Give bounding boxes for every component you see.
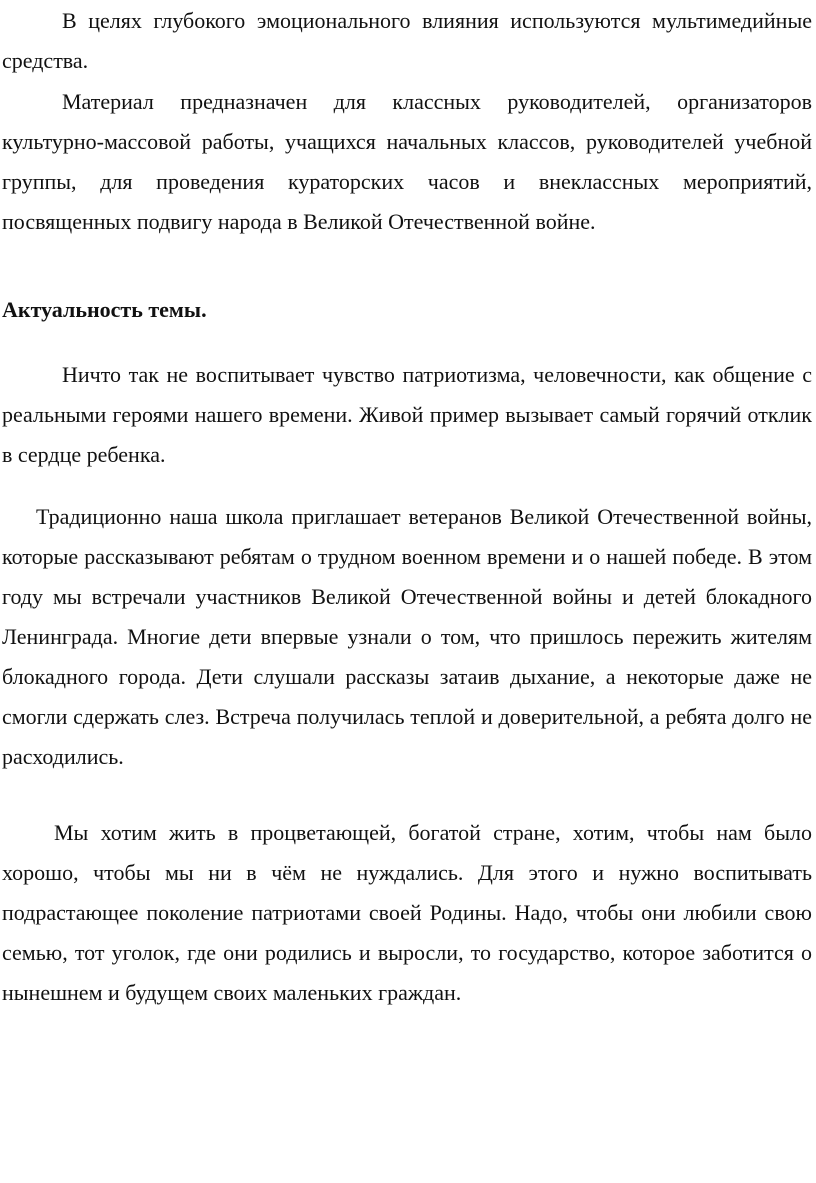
relevance-paragraph-patriotism: Ничто так не воспитывает чувство патриотизма, человечности, как общение с реальными героями нашего времени. Живой пример вызывает самый горячий отклик в сердце ребенка. [2,362,812,467]
relevance-paragraph-veterans: Традиционно наша школа приглашает ветеранов Великой Отечественной войны, которые рассказывают ребятам о трудном военном времени и о нашей победе. В этом году мы встречали участников Великой Отечественной войны и детей блокадного Ленинграда. Многие дети впервые узнали о том, что пришлось пережить жителям блокадного города. Дети слушали рассказы затаив дыхание, а некоторые даже не смогли сдержать слез. Встреча получилась теплой и доверительной, а ребята долго не расходились. [2,504,812,769]
section-heading-relevance: Актуальность темы. [2,297,207,322]
intro-paragraph-multimedia: В целях глубокого эмоционального влияния используются мультимедийные средства. [2,8,812,73]
intro-paragraph-audience: Материал предназначен для классных руководителей, организаторов культурно-массовой работы, учащихся начальных классов, руководителей учебной группы, для проведения кураторских часов и внеклассных мероприятий, посвященных подвигу народа в Великой Отечественной войне. [2,89,812,234]
relevance-paragraph-future: Мы хотим жить в процветающей, богатой стране, хотим, чтобы нам было хорошо, чтобы мы ни в чём не нуждались. Для этого и нужно воспитывать подрастающее поколение патриотами своей Родины. Надо, чтобы они любили свою семью, тот уголок, где они родились и выросли, то государство, которое заботится о нынешнем и будущем своих маленьких граждан. [2,820,812,1005]
